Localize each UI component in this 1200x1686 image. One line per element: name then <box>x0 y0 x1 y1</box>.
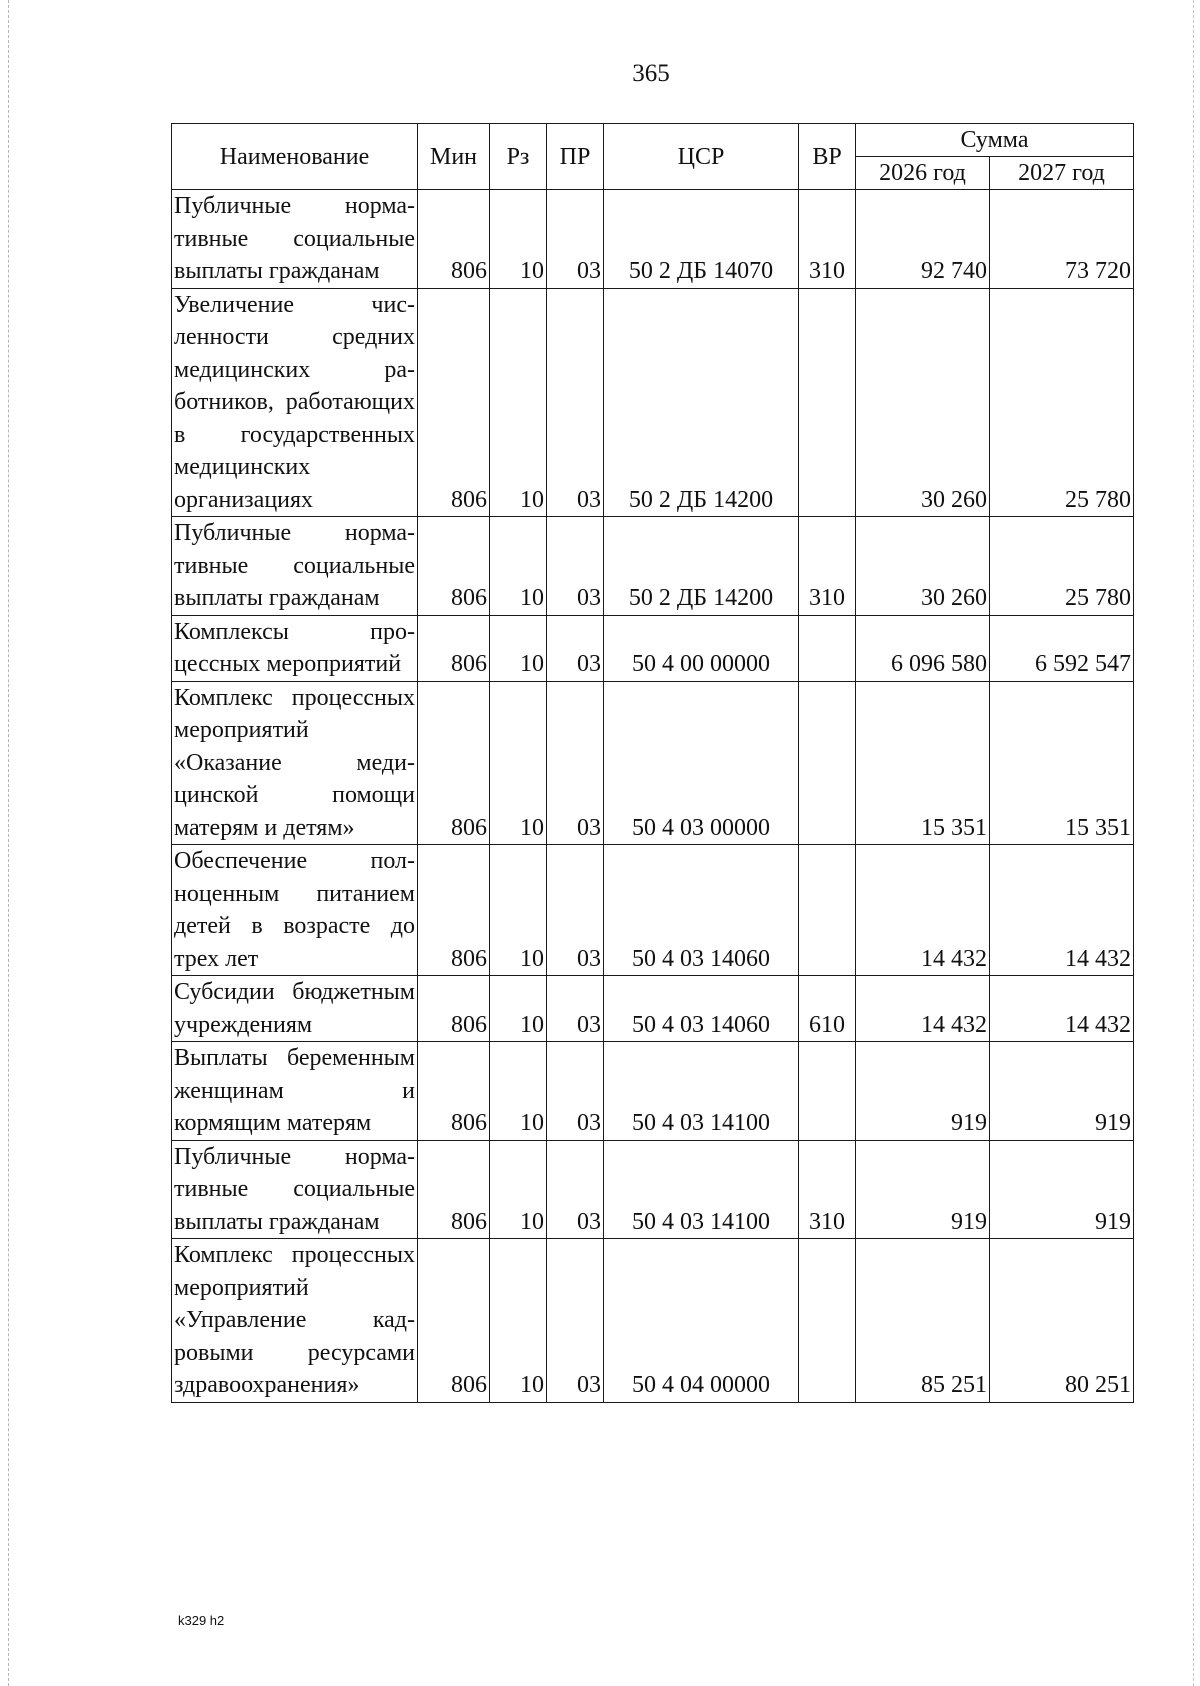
cell-sum-2026: 14 432 <box>856 845 990 976</box>
cell-sum-2026: 14 432 <box>856 976 990 1042</box>
cell-pr: 03 <box>547 845 604 976</box>
cell-csr: 50 2 ДБ 14200 <box>604 517 799 616</box>
page-number: 365 <box>632 60 670 87</box>
budget-table <box>171 123 1134 1403</box>
cell-min: 806 <box>418 681 490 845</box>
cell-name: Выплаты беременным женщинам и кормящим матерям <box>172 1042 418 1141</box>
cell-sum-2027: 25 780 <box>990 288 1134 517</box>
table-row <box>172 190 1134 289</box>
cell-name: Комплекс процессных мероприятий «Оказание медицинской помощи матерям и детям» <box>172 681 418 845</box>
cell-csr: 50 4 00 00000 <box>604 615 799 681</box>
cell-vr <box>799 288 856 517</box>
cell-csr: 50 4 03 14100 <box>604 1140 799 1239</box>
cell-min: 806 <box>418 1239 490 1403</box>
header-pr: ПР <box>547 124 604 190</box>
cell-sum-2026: 85 251 <box>856 1239 990 1403</box>
cell-sum-2027: 14 432 <box>990 976 1134 1042</box>
scan-edge-left <box>8 0 9 1686</box>
cell-csr: 50 2 ДБ 14200 <box>604 288 799 517</box>
cell-pr: 03 <box>547 615 604 681</box>
cell-pr: 03 <box>547 976 604 1042</box>
cell-csr: 50 4 03 14060 <box>604 845 799 976</box>
cell-rz: 10 <box>490 190 547 289</box>
cell-vr: 310 <box>799 190 856 289</box>
cell-min: 806 <box>418 976 490 1042</box>
cell-min: 806 <box>418 1042 490 1141</box>
cell-rz: 10 <box>490 615 547 681</box>
cell-vr <box>799 1239 856 1403</box>
cell-min: 806 <box>418 190 490 289</box>
cell-pr: 03 <box>547 190 604 289</box>
cell-sum-2027: 919 <box>990 1042 1134 1141</box>
cell-sum-2027: 919 <box>990 1140 1134 1239</box>
cell-vr <box>799 615 856 681</box>
header-name: Наименование <box>172 124 418 190</box>
cell-csr: 50 4 03 14100 <box>604 1042 799 1141</box>
table-header <box>172 124 1134 190</box>
cell-name: Субсидии бюджетным учреждениям <box>172 976 418 1042</box>
cell-csr: 50 4 03 14060 <box>604 976 799 1042</box>
cell-min: 806 <box>418 288 490 517</box>
header-year-2026: 2026 год <box>856 157 990 190</box>
table-row <box>172 976 1134 1042</box>
cell-csr: 50 4 03 00000 <box>604 681 799 845</box>
cell-min: 806 <box>418 845 490 976</box>
cell-sum-2027: 14 432 <box>990 845 1134 976</box>
cell-sum-2027: 80 251 <box>990 1239 1134 1403</box>
cell-name: Публичные нормативные социальные выплаты гражданам <box>172 190 418 289</box>
cell-sum-2026: 919 <box>856 1140 990 1239</box>
header-csr: ЦСР <box>604 124 799 190</box>
header-rz: Рз <box>490 124 547 190</box>
cell-name: Комплекс процессных мероприятий «Управление кадровыми ресурсами здравоохранения» <box>172 1239 418 1403</box>
cell-csr: 50 4 04 00000 <box>604 1239 799 1403</box>
header-year-2027: 2027 год <box>990 157 1134 190</box>
cell-rz: 10 <box>490 976 547 1042</box>
cell-sum-2026: 6 096 580 <box>856 615 990 681</box>
cell-pr: 03 <box>547 288 604 517</box>
table-body <box>172 190 1134 1403</box>
header-sum: Сумма <box>856 124 1134 157</box>
cell-sum-2026: 30 260 <box>856 288 990 517</box>
cell-min: 806 <box>418 517 490 616</box>
cell-rz: 10 <box>490 681 547 845</box>
cell-sum-2027: 15 351 <box>990 681 1134 845</box>
table-row <box>172 845 1134 976</box>
table-row <box>172 615 1134 681</box>
cell-rz: 10 <box>490 1140 547 1239</box>
cell-vr <box>799 681 856 845</box>
cell-rz: 10 <box>490 1042 547 1141</box>
table-row <box>172 1042 1134 1141</box>
cell-vr <box>799 845 856 976</box>
cell-rz: 10 <box>490 845 547 976</box>
header-min: Мин <box>418 124 490 190</box>
cell-sum-2026: 92 740 <box>856 190 990 289</box>
cell-pr: 03 <box>547 681 604 845</box>
cell-vr: 610 <box>799 976 856 1042</box>
cell-pr: 03 <box>547 1239 604 1403</box>
cell-min: 806 <box>418 1140 490 1239</box>
scan-edge-right <box>1193 0 1194 1686</box>
cell-sum-2026: 919 <box>856 1042 990 1141</box>
footer-code: k329 h2 <box>178 1613 225 1628</box>
cell-pr: 03 <box>547 1042 604 1141</box>
cell-name: Публичные нормативные социальные выплаты гражданам <box>172 517 418 616</box>
cell-name: Обеспечение полноценным питанием детей в возрасте до трех лет <box>172 845 418 976</box>
cell-rz: 10 <box>490 517 547 616</box>
header-vr: ВР <box>799 124 856 190</box>
cell-rz: 10 <box>490 288 547 517</box>
cell-sum-2027: 6 592 547 <box>990 615 1134 681</box>
cell-min: 806 <box>418 615 490 681</box>
cell-name: Комплексы процессных мероприятий <box>172 615 418 681</box>
table-row <box>172 1140 1134 1239</box>
cell-vr <box>799 1042 856 1141</box>
cell-rz: 10 <box>490 1239 547 1403</box>
cell-pr: 03 <box>547 1140 604 1239</box>
cell-sum-2026: 30 260 <box>856 517 990 616</box>
table-row <box>172 1239 1134 1403</box>
cell-pr: 03 <box>547 517 604 616</box>
cell-vr: 310 <box>799 517 856 616</box>
table-row <box>172 288 1134 517</box>
cell-sum-2027: 25 780 <box>990 517 1134 616</box>
cell-csr: 50 2 ДБ 14070 <box>604 190 799 289</box>
cell-sum-2027: 73 720 <box>990 190 1134 289</box>
table-row <box>172 681 1134 845</box>
cell-sum-2026: 15 351 <box>856 681 990 845</box>
cell-name: Публичные нормативные социальные выплаты гражданам <box>172 1140 418 1239</box>
table-row <box>172 517 1134 616</box>
cell-vr: 310 <box>799 1140 856 1239</box>
cell-name: Увеличение численности средних медицинских работников, работающих в государственных медицинских организациях <box>172 288 418 517</box>
